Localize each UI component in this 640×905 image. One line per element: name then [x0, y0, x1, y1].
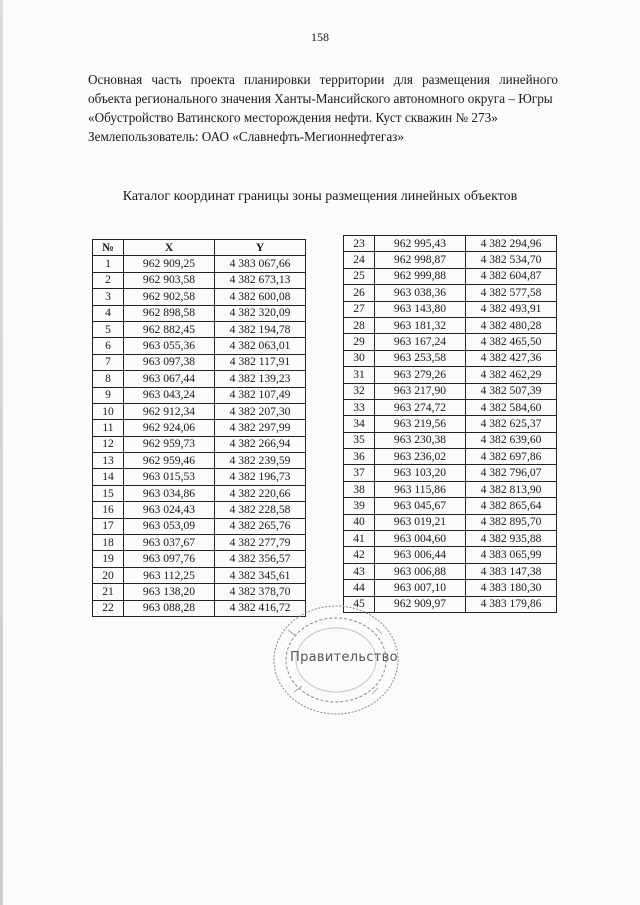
- coordinate-y: 4 382 600,08: [215, 289, 306, 305]
- coordinate-y: 4 382 297,99: [215, 420, 306, 436]
- point-number: 37: [344, 465, 375, 481]
- table-row: [93, 551, 306, 567]
- point-number: 38: [344, 481, 375, 497]
- table-row: [344, 383, 557, 399]
- point-number: 4: [93, 305, 124, 321]
- coordinate-x: 963 038,36: [375, 285, 466, 301]
- table-row: [344, 399, 557, 415]
- coordinate-x: 963 097,38: [124, 354, 215, 370]
- coordinate-y: 4 382 935,88: [466, 531, 557, 547]
- coordinate-x: 963 217,90: [375, 383, 466, 399]
- header-line-2: объекта регионального значения Ханты-Мансийского автономного округа – Югры: [88, 91, 553, 106]
- table-row: [344, 498, 557, 514]
- coordinate-y: 4 382 266,94: [215, 436, 306, 452]
- coordinate-x: 963 037,67: [124, 535, 215, 551]
- table-row: [93, 371, 306, 387]
- point-number: 28: [344, 317, 375, 333]
- table-row: [93, 338, 306, 354]
- table-row: [93, 584, 306, 600]
- coordinate-x: 963 045,67: [375, 498, 466, 514]
- table-row: [93, 305, 306, 321]
- coordinate-y: 4 382 265,76: [215, 518, 306, 534]
- point-number: 6: [93, 338, 124, 354]
- coordinate-y: 4 383 147,38: [466, 563, 557, 579]
- coordinate-x: 963 115,86: [375, 481, 466, 497]
- coordinate-y: 4 382 507,39: [466, 383, 557, 399]
- point-number: 40: [344, 514, 375, 530]
- point-number: 32: [344, 383, 375, 399]
- table-row: [344, 465, 557, 481]
- coordinate-x: 963 181,32: [375, 317, 466, 333]
- coordinate-x: 963 043,24: [124, 387, 215, 403]
- coordinate-y: 4 382 277,79: [215, 535, 306, 551]
- table-row: [344, 285, 557, 301]
- coordinate-x: 963 103,20: [375, 465, 466, 481]
- coordinate-x: 962 909,25: [124, 256, 215, 272]
- coordinate-x: 963 236,02: [375, 449, 466, 465]
- table-header-row: [93, 240, 306, 256]
- coordinate-x: 962 924,06: [124, 420, 215, 436]
- coordinate-y: 4 382 462,29: [466, 367, 557, 383]
- page-number: 158: [311, 30, 329, 44]
- table-row: [93, 256, 306, 272]
- point-number: 29: [344, 334, 375, 350]
- coordinate-x: 963 253,58: [375, 350, 466, 366]
- coordinate-y: 4 382 534,70: [466, 252, 557, 268]
- coordinate-x: 962 959,73: [124, 436, 215, 452]
- coordinate-x: 962 999,88: [375, 268, 466, 284]
- coordinate-y: 4 382 493,91: [466, 301, 557, 317]
- table-row: [93, 518, 306, 534]
- coordinate-y: 4 382 320,09: [215, 305, 306, 321]
- point-number: 41: [344, 531, 375, 547]
- point-number: 34: [344, 416, 375, 432]
- point-number: 5: [93, 321, 124, 337]
- coordinate-x: 963 138,20: [124, 584, 215, 600]
- point-number: 16: [93, 502, 124, 518]
- coordinate-y: 4 382 207,30: [215, 403, 306, 419]
- coordinate-y: 4 383 065,99: [466, 547, 557, 563]
- coordinate-x: 963 055,36: [124, 338, 215, 354]
- point-number: 30: [344, 350, 375, 366]
- point-number: 22: [93, 600, 124, 616]
- point-number: 43: [344, 563, 375, 579]
- header-line-4: Землепользователь: ОАО «Славнефть-Мегионнефтегаз»: [88, 129, 404, 144]
- point-number: 42: [344, 547, 375, 563]
- coordinate-y: 4 382 577,58: [466, 285, 557, 301]
- point-number: 31: [344, 367, 375, 383]
- coordinate-y: 4 382 465,50: [466, 334, 557, 350]
- table-row: [344, 514, 557, 530]
- point-number: 36: [344, 449, 375, 465]
- coordinate-y: 4 382 480,28: [466, 317, 557, 333]
- table-row: [93, 289, 306, 305]
- coordinate-y: 4 382 063,01: [215, 338, 306, 354]
- coordinate-y: 4 382 895,70: [466, 514, 557, 530]
- coordinate-x: 962 909,97: [375, 596, 466, 612]
- table-row: [93, 567, 306, 583]
- coordinate-x: 962 882,45: [124, 321, 215, 337]
- coordinate-y: 4 382 427,36: [466, 350, 557, 366]
- point-number: 39: [344, 498, 375, 514]
- point-number: 14: [93, 469, 124, 485]
- coordinate-y: 4 382 639,60: [466, 432, 557, 448]
- coordinate-x: 963 004,60: [375, 531, 466, 547]
- coordinate-y: 4 382 194,78: [215, 321, 306, 337]
- coordinate-x: 963 112,25: [124, 567, 215, 583]
- table-row: [344, 350, 557, 366]
- coordinate-y: 4 382 416,72: [215, 600, 306, 616]
- point-number: 24: [344, 252, 375, 268]
- page-edge: [0, 0, 3, 905]
- stamp-text: Правительство: [290, 650, 398, 665]
- point-number: 12: [93, 436, 124, 452]
- point-number: 11: [93, 420, 124, 436]
- point-number: 15: [93, 485, 124, 501]
- table-row: [93, 535, 306, 551]
- table-row: [93, 403, 306, 419]
- table-row: [344, 416, 557, 432]
- coordinate-x: 963 167,24: [375, 334, 466, 350]
- point-number: 33: [344, 399, 375, 415]
- document-header: [88, 70, 558, 146]
- table-row: [344, 236, 557, 252]
- coordinate-y: 4 382 196,73: [215, 469, 306, 485]
- coordinates-table-right: [343, 235, 557, 613]
- catalog-title: Каталог координат границы зоны размещения линейных объектов: [122, 189, 518, 204]
- coordinate-y: 4 382 604,87: [466, 268, 557, 284]
- table-row: [93, 502, 306, 518]
- table-row: [344, 432, 557, 448]
- header-line-1: Основная часть проекта планировки территории для размещения линейного: [88, 72, 558, 87]
- coordinate-x: 962 902,58: [124, 289, 215, 305]
- coordinate-y: 4 382 107,49: [215, 387, 306, 403]
- point-number: 27: [344, 301, 375, 317]
- table-row: [93, 469, 306, 485]
- coordinate-y: 4 382 139,23: [215, 371, 306, 387]
- coordinate-x: 963 006,88: [375, 563, 466, 579]
- coordinate-x: 963 088,28: [124, 600, 215, 616]
- table-row: [344, 547, 557, 563]
- point-number: 26: [344, 285, 375, 301]
- table-row: [344, 301, 557, 317]
- coordinate-y: 4 383 067,66: [215, 256, 306, 272]
- table-row: [344, 317, 557, 333]
- header-line-3: «Обустройство Ватинского месторождения нефти. Куст скважин № 273»: [88, 110, 498, 125]
- table-row: [344, 268, 557, 284]
- point-number: 19: [93, 551, 124, 567]
- point-number: 10: [93, 403, 124, 419]
- coordinate-x: 962 898,58: [124, 305, 215, 321]
- coordinate-x: 962 998,87: [375, 252, 466, 268]
- point-number: 21: [93, 584, 124, 600]
- coordinate-x: 963 015,53: [124, 469, 215, 485]
- coordinate-y: 4 382 220,66: [215, 485, 306, 501]
- coordinate-x: 963 274,72: [375, 399, 466, 415]
- table-row: [344, 252, 557, 268]
- table-row: [93, 272, 306, 288]
- coordinate-y: 4 383 179,86: [466, 596, 557, 612]
- table-row: [93, 485, 306, 501]
- point-number: 18: [93, 535, 124, 551]
- point-number: 17: [93, 518, 124, 534]
- coordinate-x: 963 053,09: [124, 518, 215, 534]
- table-row: [344, 367, 557, 383]
- table-row: [344, 563, 557, 579]
- point-number: 2: [93, 272, 124, 288]
- point-number: 45: [344, 596, 375, 612]
- table-row: [344, 531, 557, 547]
- point-number: 25: [344, 268, 375, 284]
- coordinate-y: 4 382 796,07: [466, 465, 557, 481]
- coordinate-y: 4 382 697,86: [466, 449, 557, 465]
- table-row: [344, 580, 557, 596]
- table-row: [93, 387, 306, 403]
- point-number: 13: [93, 453, 124, 469]
- coordinate-y: 4 382 117,91: [215, 354, 306, 370]
- coordinate-x: 963 007,10: [375, 580, 466, 596]
- coordinate-x: 963 230,38: [375, 432, 466, 448]
- coordinate-x: 962 912,34: [124, 403, 215, 419]
- coordinate-y: 4 382 673,13: [215, 272, 306, 288]
- coordinate-x: 963 143,80: [375, 301, 466, 317]
- point-number: 9: [93, 387, 124, 403]
- table-row: [93, 420, 306, 436]
- coordinate-x: 962 903,58: [124, 272, 215, 288]
- point-number: 23: [344, 236, 375, 252]
- point-number: 3: [93, 289, 124, 305]
- coordinate-y: 4 382 239,59: [215, 453, 306, 469]
- coordinate-y: 4 382 356,57: [215, 551, 306, 567]
- point-number: 8: [93, 371, 124, 387]
- table-row: [344, 481, 557, 497]
- coordinate-y: 4 382 813,90: [466, 481, 557, 497]
- coordinate-x: 963 019,21: [375, 514, 466, 530]
- coordinate-y: 4 382 294,96: [466, 236, 557, 252]
- coordinate-x: 963 279,26: [375, 367, 466, 383]
- table-row: [344, 449, 557, 465]
- coordinate-y: 4 382 625,37: [466, 416, 557, 432]
- point-number: 1: [93, 256, 124, 272]
- coordinate-x: 963 219,56: [375, 416, 466, 432]
- coordinate-x: 962 959,46: [124, 453, 215, 469]
- table-row: [93, 321, 306, 337]
- header-x: X: [124, 240, 215, 256]
- coordinate-x: 963 024,43: [124, 502, 215, 518]
- coordinate-y: 4 382 345,61: [215, 567, 306, 583]
- coordinate-y: 4 383 180,30: [466, 580, 557, 596]
- coordinates-table-left: [92, 239, 306, 617]
- coordinate-y: 4 382 865,64: [466, 498, 557, 514]
- point-number: 35: [344, 432, 375, 448]
- coordinate-x: 962 995,43: [375, 236, 466, 252]
- coordinate-x: 963 067,44: [124, 371, 215, 387]
- table-row: [344, 334, 557, 350]
- coordinate-x: 963 034,86: [124, 485, 215, 501]
- header-num: №: [93, 240, 124, 256]
- coordinate-y: 4 382 378,70: [215, 584, 306, 600]
- table-row: [93, 354, 306, 370]
- point-number: 44: [344, 580, 375, 596]
- point-number: 20: [93, 567, 124, 583]
- point-number: 7: [93, 354, 124, 370]
- coordinate-y: 4 382 228,58: [215, 502, 306, 518]
- coordinate-y: 4 382 584,60: [466, 399, 557, 415]
- coordinate-x: 963 006,44: [375, 547, 466, 563]
- table-row: [93, 453, 306, 469]
- table-row: [93, 436, 306, 452]
- coordinate-x: 963 097,76: [124, 551, 215, 567]
- header-y: Y: [215, 240, 306, 256]
